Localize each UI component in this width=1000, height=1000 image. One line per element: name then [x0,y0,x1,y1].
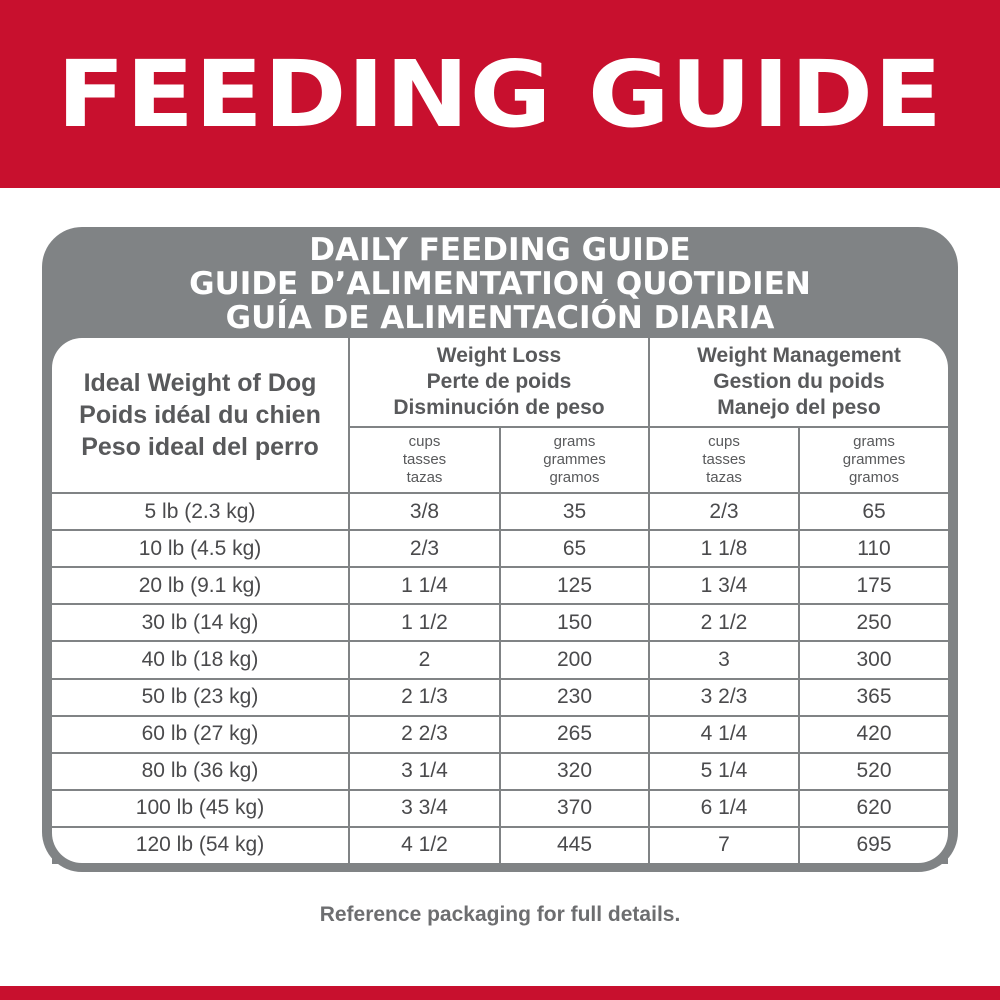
amount-cell: 2/3 [650,494,798,529]
amount-cell: 65 [800,494,948,529]
footer-band [0,986,1000,1000]
weight-loss-header [350,338,648,426]
header-line: Gestion du poids [713,370,885,393]
amount-cell: 365 [800,680,948,715]
header-line: Poids idéal du chien [79,401,321,429]
amount-cell: 3/8 [350,494,499,529]
amount-cell: 3 1/4 [350,754,499,789]
header-line: cups [408,433,441,450]
amount-cell: 200 [501,642,648,677]
amount-cell: 65 [501,531,648,566]
weight-cell: 40 lb (18 kg) [52,642,348,677]
header-line: Weight Management [697,344,901,367]
amount-cell: 110 [800,531,948,566]
amount-cell: 1 1/8 [650,531,798,566]
header-line: Disminución de peso [393,396,605,419]
header-line: grams [853,433,895,450]
unit-header [501,428,648,492]
unit-header [350,428,499,492]
amount-cell: 520 [800,754,948,789]
amount-cell: 4 1/2 [350,828,499,863]
amount-cell: 2 2/3 [350,717,499,752]
weight-cell: 30 lb (14 kg) [52,605,348,640]
amount-cell: 445 [501,828,648,863]
footer-note: Reference packaging for full details. [319,903,681,926]
amount-cell: 695 [800,828,948,863]
weight-management-header [650,338,948,426]
amount-cell: 1 3/4 [650,568,798,603]
amount-cell: 300 [800,642,948,677]
panel-title-line: GUIDE D’ALIMENTATION QUOTIDIEN [189,266,811,302]
unit-header [800,428,948,492]
page-title: FEEDING GUIDE [57,41,943,148]
weight-cell: 20 lb (9.1 kg) [52,568,348,603]
amount-cell: 5 1/4 [650,754,798,789]
weight-cell: 50 lb (23 kg) [52,680,348,715]
header-line: gramos [549,469,600,486]
header-line: Weight Loss [436,344,562,367]
header-line: gramos [848,469,899,486]
weight-column-header [52,338,348,492]
amount-cell: 35 [501,494,648,529]
amount-cell: 230 [501,680,648,715]
panel-title [0,233,1000,335]
panel-title-line: DAILY FEEDING GUIDE [309,232,691,268]
amount-cell: 3 [650,642,798,677]
header-line: cups [708,433,740,450]
header-line: tazas [706,469,742,486]
weight-cell: 60 lb (27 kg) [52,717,348,752]
weight-cell: 100 lb (45 kg) [52,791,348,826]
header-line: Perte de poids [426,370,572,393]
panel-title-line: GUÍA DE ALIMENTACIÓN DIARIA [225,300,775,336]
header-line: tasses [702,451,746,468]
weight-cell: 10 lb (4.5 kg) [52,531,348,566]
amount-cell: 2/3 [350,531,499,566]
header-line: grammes [543,451,606,468]
amount-cell: 1 1/2 [350,605,499,640]
amount-cell: 6 1/4 [650,791,798,826]
header-banner [0,0,1000,188]
amount-cell: 150 [501,605,648,640]
amount-cell: 1 1/4 [350,568,499,603]
amount-cell: 7 [650,828,798,863]
header-line: Peso ideal del perro [81,433,319,461]
amount-cell: 3 3/4 [350,791,499,826]
amount-cell: 3 2/3 [650,680,798,715]
unit-header [650,428,798,492]
weight-cell: 5 lb (2.3 kg) [52,494,348,529]
amount-cell: 2 [350,642,499,677]
weight-cell: 120 lb (54 kg) [52,828,348,863]
amount-cell: 250 [800,605,948,640]
amount-cell: 320 [501,754,648,789]
amount-cell: 370 [501,791,648,826]
amount-cell: 175 [800,568,948,603]
header-line: grams [553,433,596,450]
amount-cell: 2 1/3 [350,680,499,715]
header-line: Manejo del peso [717,396,881,419]
header-line: tasses [402,451,447,468]
feeding-table [52,338,948,864]
header-line: grammes [842,451,906,468]
amount-cell: 420 [800,717,948,752]
amount-cell: 125 [501,568,648,603]
amount-cell: 620 [800,791,948,826]
amount-cell: 4 1/4 [650,717,798,752]
amount-cell: 2 1/2 [650,605,798,640]
header-line: Ideal Weight of Dog [83,369,317,397]
amount-cell: 265 [501,717,648,752]
weight-cell: 80 lb (36 kg) [52,754,348,789]
header-line: tazas [406,469,443,486]
